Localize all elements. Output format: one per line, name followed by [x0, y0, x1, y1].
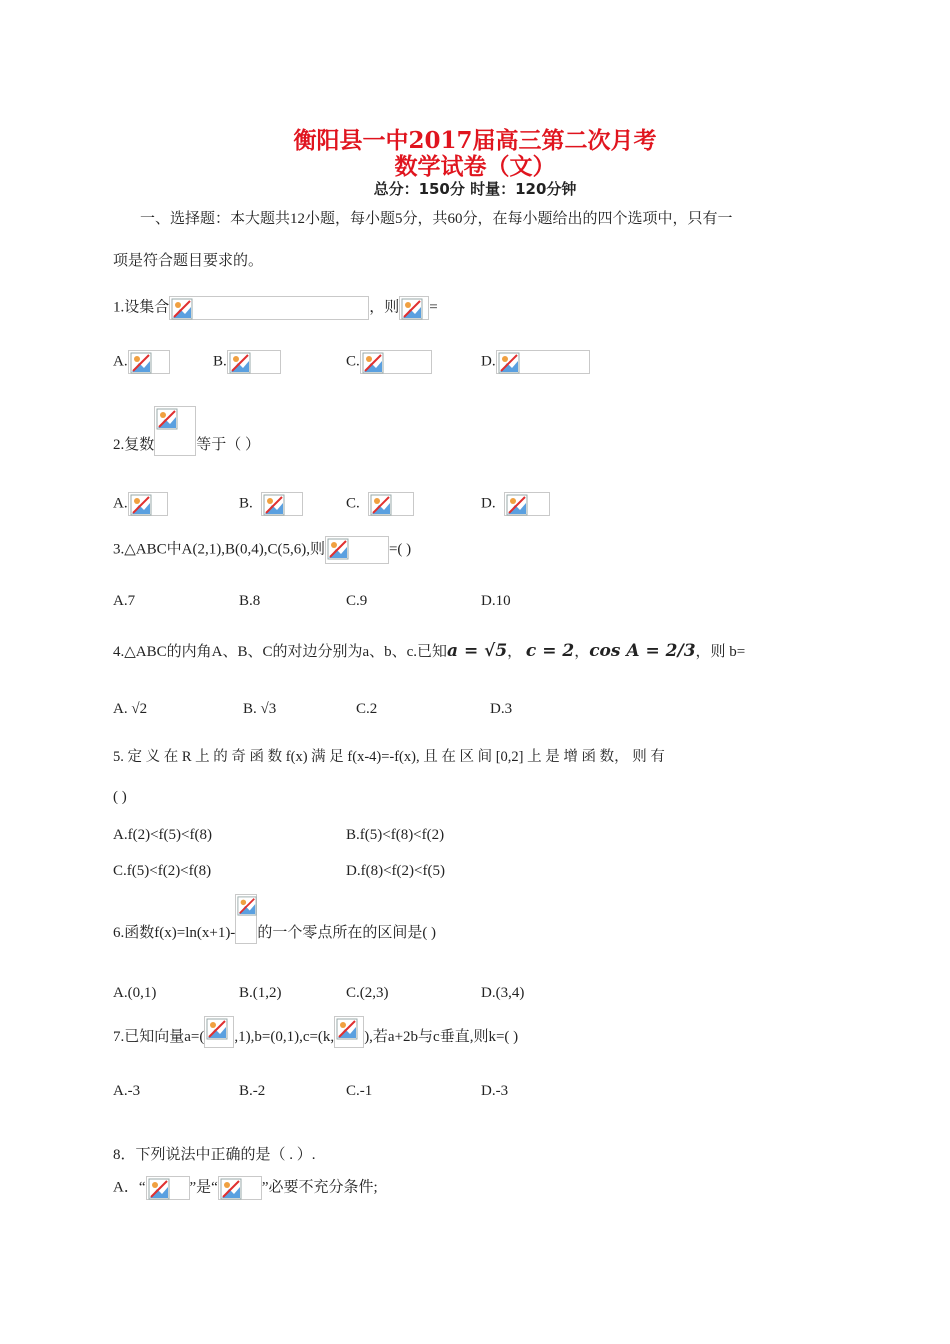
exam-title: 衡阳县一中2017届高三第二次月考 [293, 127, 657, 154]
q1-mid: ，则 [369, 299, 400, 316]
question-5-line2: ( ) [113, 789, 127, 805]
question-2 [113, 406, 260, 456]
broken-image-icon [325, 536, 389, 564]
q3-option-c: C.9 [346, 593, 368, 609]
q3-option-a: A.7 [113, 593, 136, 609]
q2-option-c: C. [346, 492, 414, 516]
q1-option-b: B. [213, 350, 281, 374]
q6-option-b: B.(1,2) [239, 985, 282, 1001]
q2-option-b: B. [239, 492, 303, 516]
broken-image-icon [261, 492, 303, 516]
question-6 [113, 894, 436, 944]
q1-option-c: C. [346, 350, 432, 374]
q1-option-d: D. [481, 350, 590, 374]
exam-subtitle: 数学试卷（文） [394, 153, 556, 180]
q7-option-c: C.-1 [346, 1083, 373, 1099]
q7-middle: ,1),b=(0,1),c=(k, [234, 1029, 335, 1045]
q3-option-d: D.10 [481, 593, 511, 609]
broken-image-icon [146, 1176, 190, 1200]
q5-option-b: B.f(5)<f(8)<f(2) [346, 827, 445, 843]
q7-suffix: ),若a+2b与c垂直,则k=( ) [364, 1029, 519, 1045]
q8-option-a: A．“ ”是“ ”必要不充分条件; [113, 1176, 378, 1200]
broken-image-icon [504, 492, 550, 516]
q7-option-a: A.-3 [113, 1083, 141, 1099]
q1-option-a: A. [113, 350, 170, 374]
question-7 [113, 1016, 518, 1048]
section-instructions-line1: 一、选择题：本大题共12小题，每小题5分，共60分，在每小题给出的四个选项中，只有一 [140, 211, 733, 227]
broken-image-icon [169, 296, 369, 320]
q6-suffix: 的一个零点所在的区间是( ) [257, 925, 437, 941]
question-4: 4.△ABC的内角A、B、C的对边分别为a、b、c.已知a = √5， c = 2，cos A = 2/3，则 b= [113, 641, 746, 661]
q7-option-b: B.-2 [239, 1083, 266, 1099]
q4-option-d: D.3 [490, 701, 513, 717]
section-instructions-line2: 项是符合题目要求的。 [113, 253, 264, 269]
q4-option-a: A. √2 [113, 701, 148, 717]
broken-image-icon [128, 492, 168, 516]
question-3 [113, 536, 411, 564]
broken-image-icon [154, 406, 196, 456]
q4-a-equation: a = √5 [447, 641, 508, 661]
q2-option-a: A. [113, 492, 168, 516]
q1-prefix: 1.设集合 [113, 299, 170, 316]
q3-option-b: B.8 [239, 593, 261, 609]
broken-image-icon [368, 492, 414, 516]
q4-option-b: B. √3 [243, 701, 277, 717]
q4-suffix: ，则 b= [695, 644, 746, 660]
q7-option-d: D.-3 [481, 1083, 509, 1099]
broken-image-icon [496, 350, 590, 374]
broken-image-icon [360, 350, 432, 374]
exam-meta: 总分：150分 时量：120分钟 [373, 180, 577, 198]
q7-prefix: 7.已知向量a=( [113, 1029, 205, 1045]
broken-image-icon [227, 350, 281, 374]
q1-suffix: = [429, 299, 438, 316]
q6-option-c: C.(2,3) [346, 985, 389, 1001]
q2-prefix: 2.复数 [113, 437, 155, 453]
q2-suffix: 等于（ ） [196, 437, 261, 453]
q3-prefix: 3.△ABC中A(2,1),B(0,4),C(5,6),则 [113, 541, 325, 558]
broken-image-icon [399, 296, 429, 320]
broken-image-icon [334, 1016, 364, 1048]
broken-image-icon [235, 894, 257, 944]
broken-image-icon [128, 350, 170, 374]
q5-option-c: C.f(5)<f(2)<f(8) [113, 863, 212, 879]
q4-prefix: 4.△ABC的内角A、B、C的对边分别为a、b、c.已知 [113, 644, 448, 660]
q5-option-d: D.f(8)<f(2)<f(5) [346, 863, 445, 879]
q6-option-d: D.(3,4) [481, 985, 525, 1001]
q4-cos-equation: cos A = 2/3 [589, 641, 696, 661]
q4-c-equation: c = 2 [525, 641, 575, 661]
question-8: 8．下列说法中正确的是（ . ）. [113, 1147, 316, 1163]
q4-option-c: C.2 [356, 701, 378, 717]
q2-option-d: D. [481, 492, 550, 516]
q6-prefix: 6.函数f(x)=ln(x+1)- [113, 925, 236, 941]
question-1 [113, 296, 438, 320]
q6-option-a: A.(0,1) [113, 985, 157, 1001]
q3-suffix: =( ) [388, 541, 412, 558]
question-5-line1: 5. 定 义 在 R 上 的 奇 函 数 f(x) 满 足 f(x-4)=-f(x), 且 在 区 间 [0,2] 上 是 增 函 数， 则 有 [113, 749, 665, 765]
broken-image-icon [204, 1016, 234, 1048]
q5-option-a: A.f(2)<f(5)<f(8) [113, 827, 212, 843]
broken-image-icon [218, 1176, 262, 1200]
